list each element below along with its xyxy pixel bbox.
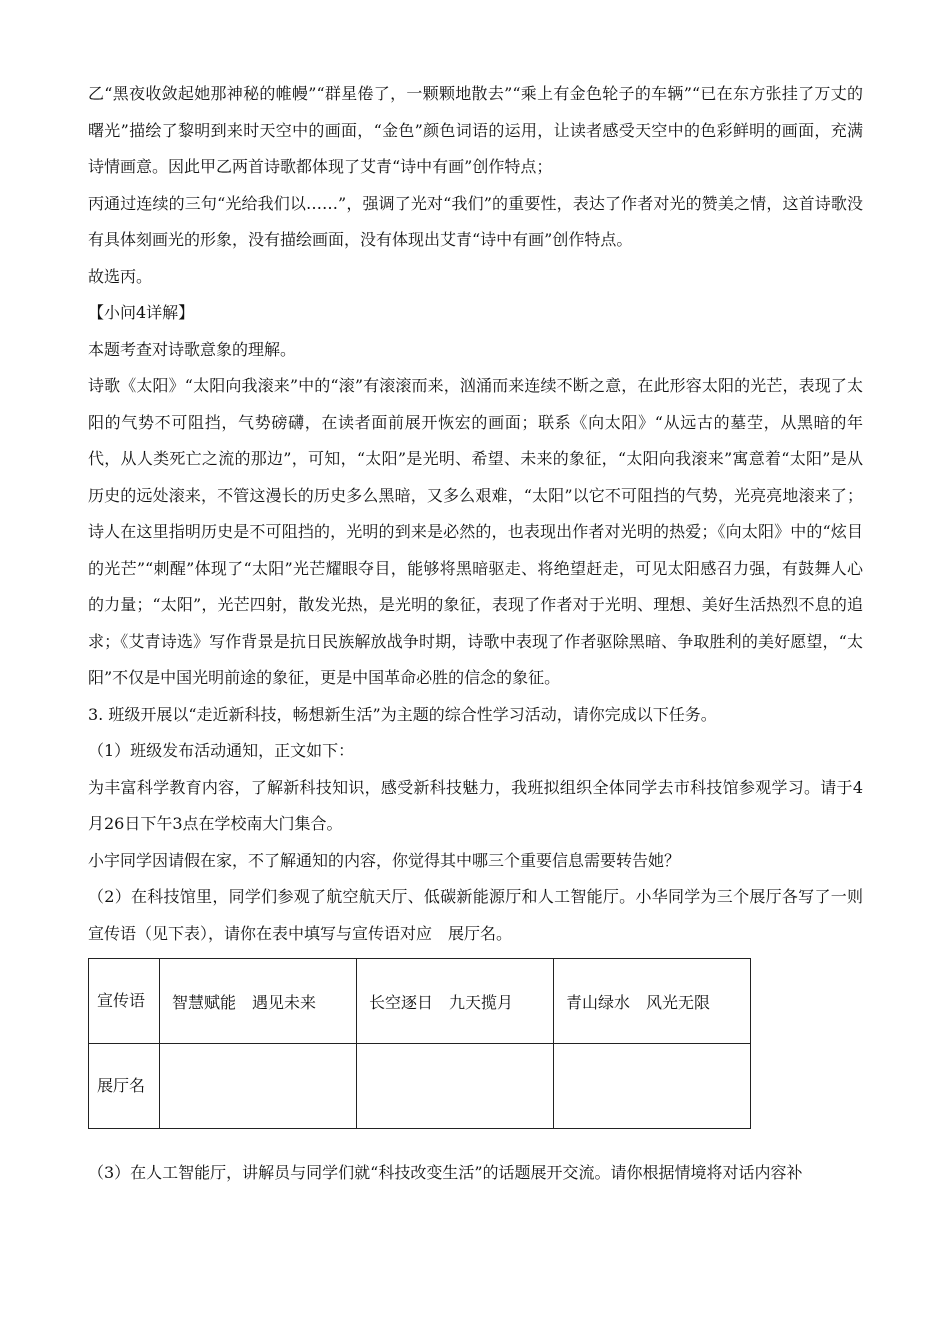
q3-sub2: （2）在科技馆里，同学们参观了航空航天厅、低碳新能源厅和人工智能厅。小华同学为三个展厅各写了一则宣传语（见下表），请你在表中填写与宣传语对应 展厅名。 [88,887,863,943]
q3-stem: 3. 班级开展以“走近新科技，畅想新生活”为主题的综合性学习活动，请你完成以下任务。 [88,704,717,724]
document-page [88,76,863,1192]
hall-name-cell[interactable] [554,1044,751,1129]
q4-heading: 【小问4详解】 [88,303,195,322]
slogan-table [88,958,751,1129]
slogan-cell: 青山绿水 风光无限 [554,959,751,1044]
paragraph-analysis-bing: 丙通过连续的三句“光给我们以……”，强调了光对“我们”的重要性，表达了作者对光的赞美之情，这首诗歌没有具体刻画光的形象，没有描绘画面，没有体现出艾青“诗中有画”创作特点。 [88,193,863,249]
slogan-cell: 智慧赋能 遇见未来 [160,959,357,1044]
table-row [89,1044,751,1129]
hall-name-cell[interactable] [357,1044,554,1129]
q3-sub1-label: （1）班级发布活动通知，正文如下： [88,741,355,760]
table-header-slogan: 宣传语 [89,959,160,1044]
paragraph-analysis-yi: 乙“黑夜收敛起她那神秘的帷幔”“群星倦了，一颗颗地散去”“乘上有金色轮子的车辆”“已在东方张挂了万丈的曙光”描绘了黎明到来时天空中的画面，“金色”颜色词语的运用，让读者感受天空中的色彩鲜明的画面，充满诗情画意。因此甲乙两首诗歌都体现了艾青“诗中有画”创作特点； [88,84,863,176]
slogan-cell: 长空逐日 九天揽月 [357,959,554,1044]
q3-sub3: （3）在人工智能厅，讲解员与同学们就“科技改变生活”的话题展开交流。请你根据情境将对话内容补 [88,1163,803,1182]
hall-name-cell[interactable] [160,1044,357,1129]
q4-intro: 本题考查对诗歌意象的理解。 [88,339,297,359]
q3-sub1-question: 小宇同学因请假在家，不了解通知的内容，你觉得其中哪三个重要信息需要转告她？ [88,850,681,870]
table-header-hall-name: 展厅名 [89,1044,160,1129]
q4-analysis: 诗歌《太阳》“太阳向我滚来”中的“滚”有滚滚而来，汹涌而来连续不断之意，在此形容太阳的光芒，表现了太阳的气势不可阻挡，气势磅礴，在读者面前展开恢宏的画面；联系《向太阳》“从远古的墓茔，从黑暗的年代，从人类死亡之流的那边”，可知，“太阳”是光明、希望、未来的象征，“太阳向我滚来”寓意着“太阳”是从历史的远处滚来，不管这漫长的历史多么黑暗，又多么艰难，“太阳”以它不可阻挡的气势，光亮亮地滚来了；诗人在这里指明历史是不可阻挡的，光明的到来是必然的，也表现出作者对光明的热爱；《向太阳》中的“炫目的光芒”“刺醒”体现了“太阳”光芒耀眼夺目，能够将黑暗驱走、将绝望赶走，可见太阳感召力强，有鼓舞人心的力量；“太阳”，光芒四射，散发光热，是光明的象征，表现了作者对于光明、理想、美好生活热烈不息的追求；《艾青诗选》写作背景是抗日民族解放战争时期，诗歌中表现了作者驱除黑暗、争取胜利的美好愿望，“太阳”不仅是中国光明前途的象征，更是中国革命必胜的信念的象征。 [88,376,863,687]
table-row [89,959,751,1044]
q3-sub1-notice: 为丰富科学教育内容，了解新科技知识，感受新科技魅力，我班拟组织全体同学去市科技馆参观学习。请于4月26日下午3点在学校南大门集合。 [88,777,863,833]
paragraph-conclusion: 故选丙。 [88,266,153,286]
